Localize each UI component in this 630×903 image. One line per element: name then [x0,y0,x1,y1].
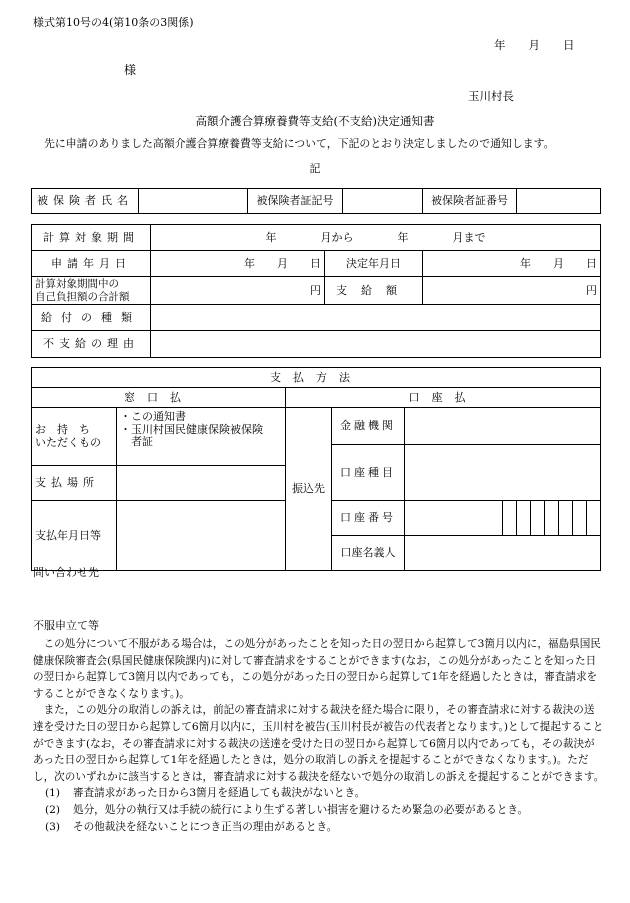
items-to-bring-item: ・この通知書 [120,410,186,423]
recipient-honorific: 様 [124,63,137,77]
appeal-condition: (3) その他裁決を経ないことにつき正当の理由があるとき。 [45,820,338,833]
payment-method-table [31,367,601,571]
benefit-type-label: 給付の種類 [32,305,151,331]
insured-table [31,188,601,214]
items-to-bring-item: 者証 [120,435,153,449]
payment-date-label: 支払年月日等 [32,501,117,571]
nonpayment-reason-value[interactable] [151,331,601,358]
nonpayment-reason-label: 不支給の理由 [32,331,151,358]
counter-payment-header: 窓口払 [32,388,286,408]
bank-value[interactable] [405,408,601,445]
card-number-label: 被保険者証番号 [423,189,517,214]
account-number-digit[interactable] [517,501,531,536]
period-value[interactable]: 年 月から 年 月まで [151,225,601,251]
items-to-bring-label [32,408,117,466]
issuer: 玉川村長 [468,89,514,103]
items-to-bring-label-line2: いただくもの [35,435,101,449]
self-pay-total-value[interactable]: 円 [151,277,325,305]
items-to-bring-label-line1: お 持 ち [35,422,90,436]
account-holder-value[interactable] [405,536,601,571]
self-pay-total-label-line1: 計算対象期間中の [35,278,119,291]
account-payment-header: 口座払 [286,388,601,408]
items-to-bring-item: ・玉川村国民健康保険被保険 [120,422,263,436]
appeal-paragraph: また，この処分の取消しの訴えは，前記の審査請求に対する裁決を経た場合に限り，その審査請求に対する裁決の送達を受けた日の翌日から起算して6箇月以内に，玉川村を被告(玉川村長が被告の代表者となります。)として提起することができます(なお，その審査請求に対する裁決の送達を受けた日の翌日から起算して6箇月以内であっても，その裁決があった日の翌日から起算して1年を経過したときは，処分の取消しの訴えを提起することができなくなります。)。ただし，次のいずれかに該当するときは，審査請求に対する裁決を経ないで処分の取消しの訴えを提起することができます。 [33,704,605,783]
appeal-condition: (2) 処分，処分の執行又は手続の続行により生ずる著しい損害を避けるため緊急の必要があるとき。 [45,803,529,816]
payment-method-title: 支払方法 [32,368,601,388]
self-pay-total-label-line2: 自己負担額の合計額 [35,290,130,303]
account-holder-label: 口座名義人 [332,536,405,571]
payment-place-label: 支払場所 [32,466,117,501]
payment-amount-value[interactable]: 円 [423,277,601,305]
appeal-paragraph: この処分について不服がある場合は，この処分があったことを知った日の翌日から起算して3箇月以内に，福島県国民健康保険審査会(県国民健康保険課内)に対して審査請求をすることができます(なお，この処分があったことを知った日の翌日から起算して3箇月以内であっても，この処分があった日の翌日から起算して1年を経過したときは，審査請求をすることができなくなります。)。 [33,638,601,700]
account-number-digit[interactable] [559,501,573,536]
card-number-value[interactable] [517,189,601,214]
intro-text: 先に申請のありました高額介護合算療養費等支給について，下記のとおり決定しましたので通知します。 [44,137,555,150]
payment-place-value[interactable] [117,466,286,501]
bank-label: 金融機関 [332,408,405,445]
document-title: 高額介護合算療養費等支給(不支給)決定通知書 [195,114,435,128]
account-number-digit[interactable] [503,501,517,536]
insured-name-label: 被保険者氏名 [32,189,139,214]
card-symbol-value[interactable] [343,189,423,214]
calculation-table [31,224,601,358]
account-number-digit[interactable] [545,501,559,536]
account-number-label: 口座番号 [332,501,405,536]
ki-label: 記 [309,162,321,175]
decision-date-value[interactable]: 年 月 日 [423,251,601,277]
account-number-digit[interactable] [587,501,601,536]
self-pay-total-label [32,277,151,305]
appeal-body [33,636,605,835]
application-date-label: 申請年月日 [32,251,151,277]
account-number-prefix[interactable] [405,501,503,536]
application-date-value[interactable]: 年 月 日 [151,251,325,277]
appeal-heading: 不服申立て等 [33,619,99,632]
benefit-type-value[interactable] [151,305,601,331]
payment-date-value[interactable] [117,501,286,571]
account-number-digit[interactable] [573,501,587,536]
account-type-value[interactable] [405,445,601,501]
account-type-label: 口座種目 [332,445,405,501]
items-to-bring-list [117,408,286,466]
transfer-destination-label: 振込先 [286,408,332,571]
decision-date-label: 決定年月日 [325,251,423,277]
insured-name-value[interactable] [139,189,248,214]
appeal-condition: (1) 審査請求があった日から3箇月を経過しても裁決がないとき。 [45,787,366,800]
form-number: 様式第10号の4(第10条の3関係) [33,16,194,29]
card-symbol-label: 被保険者証記号 [248,189,343,214]
account-number-digit[interactable] [531,501,545,536]
date-slot: 年 月 日 [494,38,575,52]
payment-amount-label: 支給額 [325,277,423,305]
period-label: 計算対象期間 [32,225,151,251]
contact-label: 問い合わせ先 [33,566,99,579]
